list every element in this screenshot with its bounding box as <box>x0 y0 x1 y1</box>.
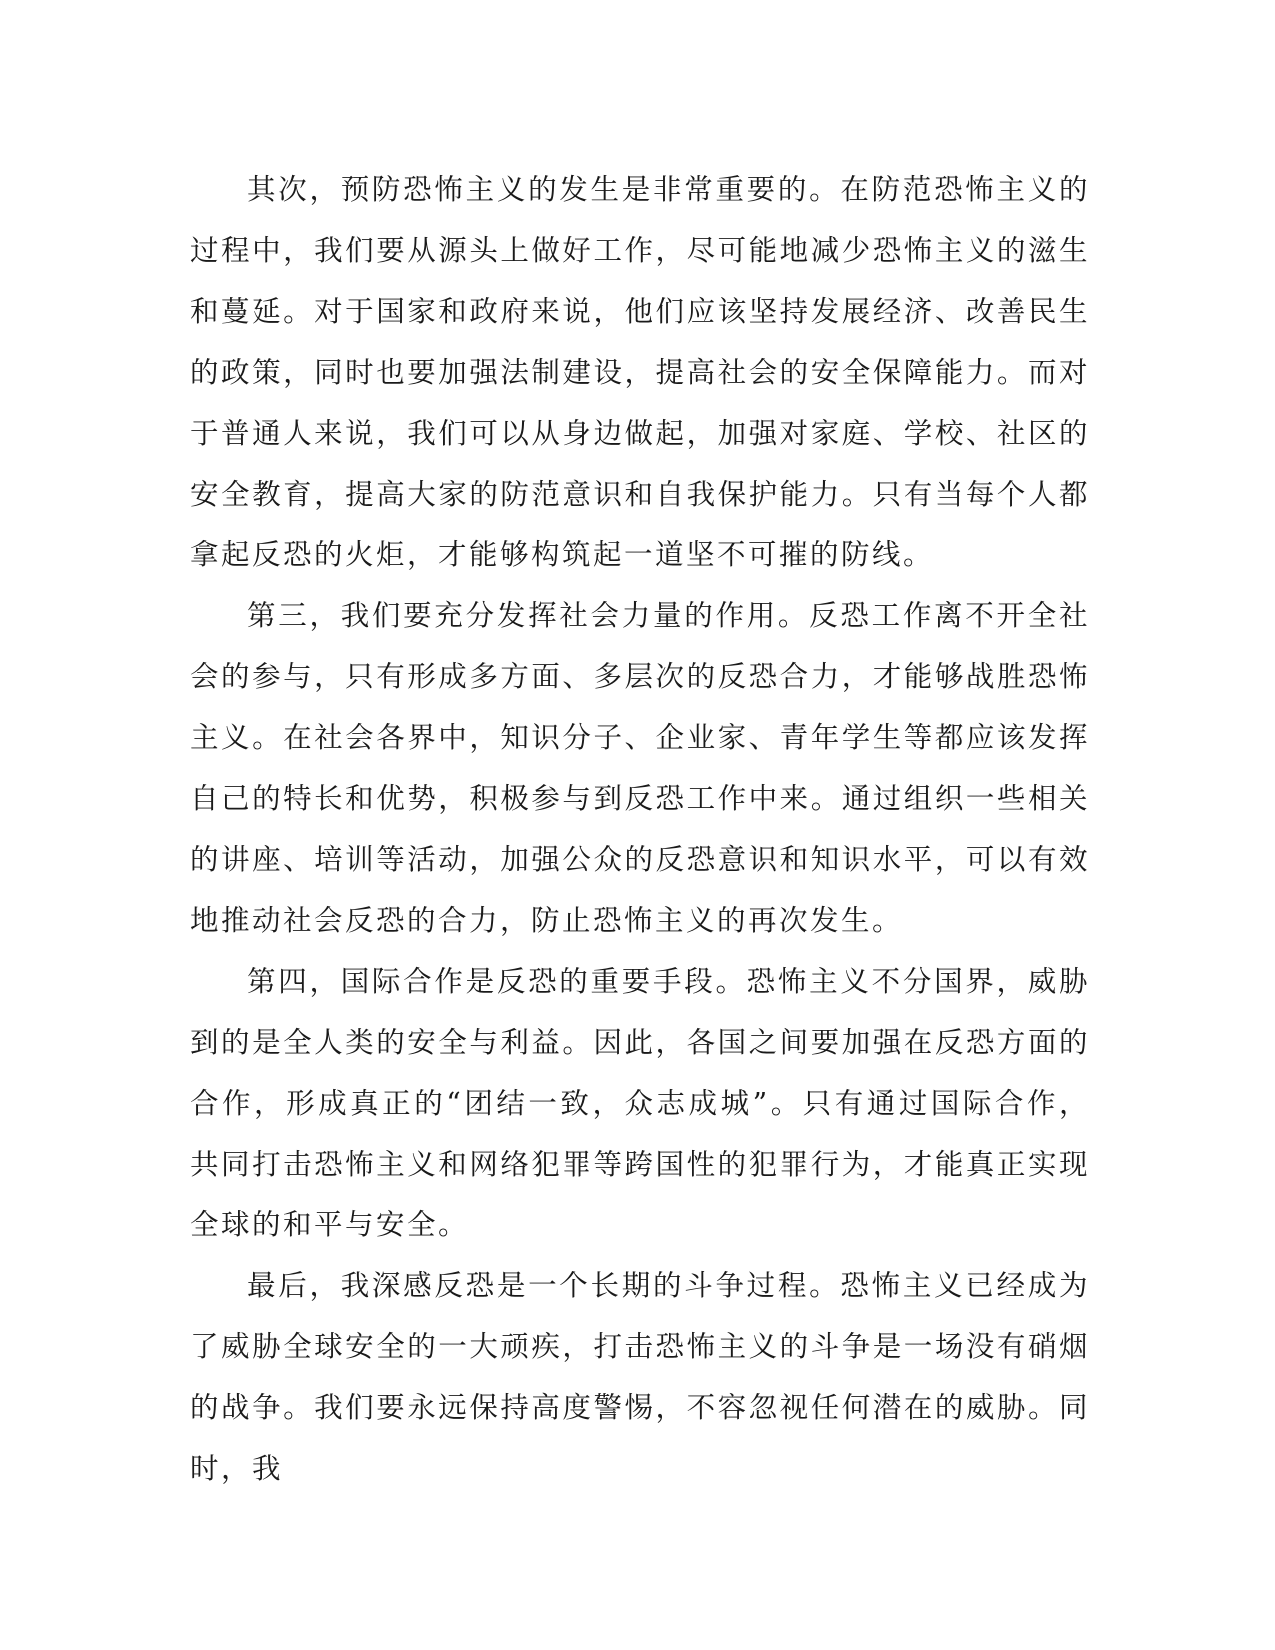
paragraph-conclusion: 最后，我深感反恐是一个长期的斗争过程。恐怖主义已经成为了威胁全球安全的一大顽疾，打击恐怖主义的斗争是一场没有硝烟的战争。我们要永远保持高度警惕，不容忽视任何潜在的威胁。同时，我 <box>190 1269 1090 1486</box>
paragraph-prevention: 其次，预防恐怖主义的发生是非常重要的。在防范恐怖主义的过程中，我们要从源头上做好工作，尽可能地减少恐怖主义的滋生和蔓延。对于国家和政府来说，他们应该坚持发展经济、改善民生的政策，同时也要加强法制建设，提高社会的安全保障能力。而对于普通人来说，我们可以从身边做起，加强对家庭、学校、社区的安全教育，提高大家的防范意识和自我保护能力。只有当每个人都拿起反恐的火炬，才能够构筑起一道坚不可摧的防线。 <box>190 173 1090 572</box>
paragraph-social-forces: 第三，我们要充分发挥社会力量的作用。反恐工作离不开全社会的参与，只有形成多方面、多层次的反恐合力，才能够战胜恐怖主义。在社会各界中，知识分子、企业家、青年学生等都应该发挥自己的特长和优势，积极参与到反恐工作中来。通过组织一些相关的讲座、培训等活动，加强公众的反恐意识和知识水平，可以有效地推动社会反恐的合力，防止恐怖主义的再次发生。 <box>190 599 1090 937</box>
paragraph-international-cooperation: 第四，国际合作是反恐的重要手段。恐怖主义不分国界，威胁到的是全人类的安全与利益。因此，各国之间要加强在反恐方面的合作，形成真正的“团结一致，众志成城”。只有通过国际合作，共同打击恐怖主义和网络犯罪等跨国性的犯罪行为，才能真正实现全球的和平与安全。 <box>190 964 1090 1242</box>
document-body <box>190 160 1090 1500</box>
